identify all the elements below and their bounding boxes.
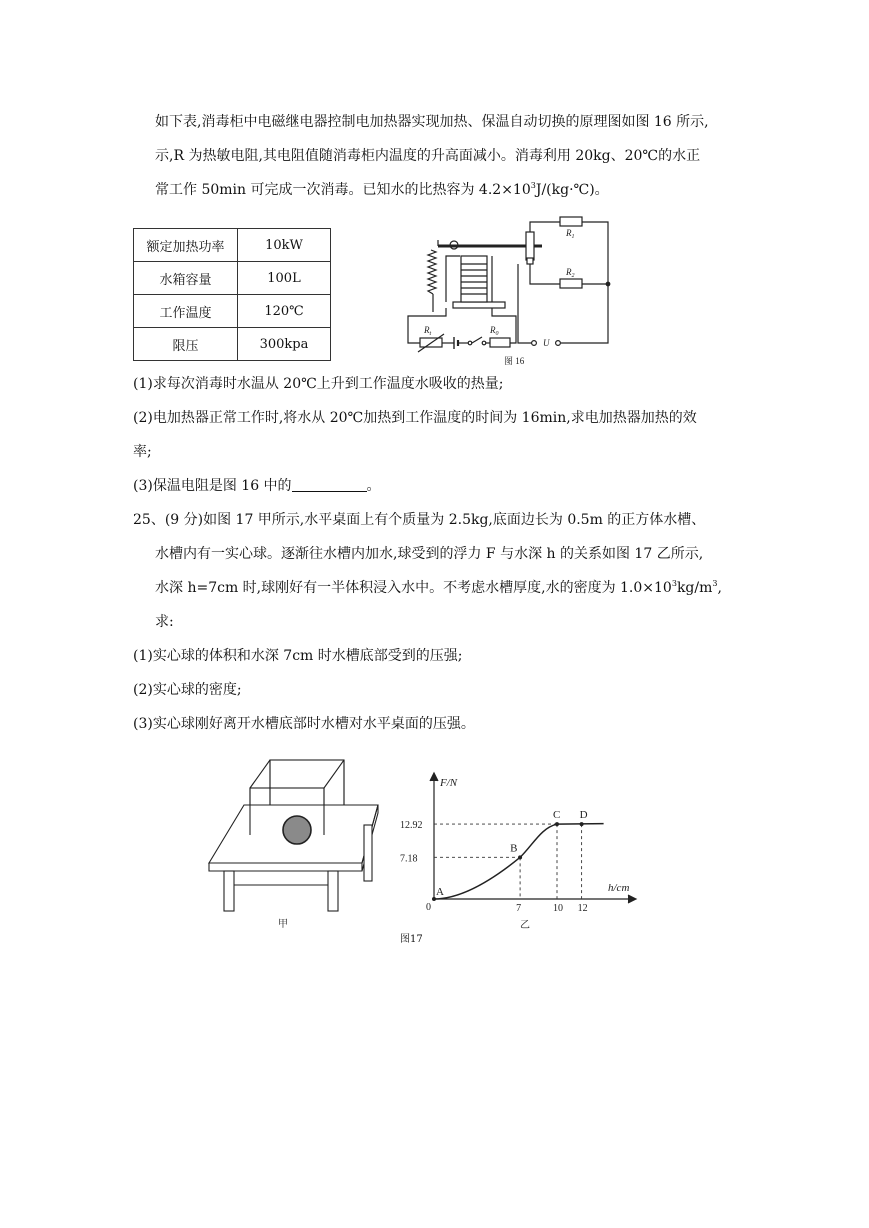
table-row	[134, 328, 331, 361]
data-point-B	[518, 855, 522, 859]
data-point-D	[580, 822, 584, 826]
q25-part-3: (3)实心球刚好离开水槽底部时水槽对水平桌面的压强。	[133, 716, 475, 732]
spec-value: 120℃	[238, 295, 331, 328]
force-depth-curve	[434, 824, 604, 899]
spec-table	[133, 228, 331, 361]
point-label-D: D	[579, 809, 588, 822]
q25-line-1: 25、(9 分)如图 17 甲所示,水平桌面上有个质量为 2.5kg,底面边长为 0.5m 的正方体水槽、	[133, 512, 706, 528]
intro-line-1: 如下表,消毒柜中电磁继电器控制电加热器实现加热、保温自动切换的原理图如图 16 所示,	[155, 114, 709, 130]
spec-label: 工作温度	[134, 295, 238, 328]
y-tick-label: 12.92	[400, 820, 423, 832]
r0-label: $R_0$	[490, 325, 499, 337]
spec-label: 水箱容量	[134, 262, 238, 295]
q25-part-1: (1)实心球的体积和水深 7cm 时水槽底部受到的压强;	[133, 648, 463, 664]
spec-value: 300kpa	[238, 328, 331, 361]
figure-17-jia-tank	[204, 755, 384, 935]
intro-line-2: 示,R 为热敏电阻,其电阻值随消毒柜内温度的升高面减小。消毒利用 20kg、20℃的水正	[155, 148, 701, 164]
figure-16-caption: 图 16	[504, 356, 525, 366]
yi-label: 乙	[520, 920, 530, 931]
origin-label: 0	[426, 902, 431, 913]
figure-17-yi-chart	[398, 765, 650, 933]
intro-line-3: 常工作 50min 可完成一次消毒。已知水的比热容为 $4.2\times 10^3J/(kg\cdot℃)$。	[155, 181, 609, 198]
r1-resistor	[560, 217, 582, 226]
y-axis-arrow	[430, 773, 438, 781]
spec-label: 限压	[134, 328, 238, 361]
q25-line-3: 水深 h=7cm 时,球刚好有一半体积浸入水中。不考虑水槽厚度,水的密度为 $1.0\times 10^3kg/m^3$,	[155, 579, 722, 596]
data-point-C	[555, 822, 559, 826]
y-axis-label: F/N	[440, 777, 458, 789]
q24-part-3: (3)保温电阻是图 16 中的 。	[133, 478, 381, 494]
r2-label: $R_2$	[566, 267, 575, 279]
spec-value: 10kW	[238, 229, 331, 262]
q25-line-2: 水槽内有一实心球。逐渐往水槽内加水,球受到的浮力 F 与水深 h 的关系如图 17 乙所示,	[155, 546, 704, 562]
q24-part-2: (2)电加热器正常工作时,将水从 20℃加热到工作温度的时间为 16min,求电加热器加热的效	[133, 410, 697, 426]
q25-part-2: (2)实心球的密度;	[133, 682, 242, 698]
r2-resistor	[560, 279, 582, 288]
u-label: U	[543, 338, 550, 348]
point-label-C: C	[553, 809, 561, 822]
figure-16-circuit	[398, 212, 618, 370]
x-tick-label: 12	[577, 903, 588, 914]
x-tick-label: 10	[553, 903, 563, 914]
q25-line-4: 求:	[155, 614, 174, 630]
figure-17-caption: 图17	[400, 934, 423, 945]
spec-label: 额定加热功率	[134, 229, 238, 262]
table-row	[134, 295, 331, 328]
x-axis-arrow	[628, 895, 636, 903]
r1-label: $R_1$	[566, 228, 575, 240]
q24-part-2-cont: 率;	[133, 444, 152, 460]
point-label-A: A	[436, 886, 444, 898]
spec-value: 100L	[238, 262, 331, 295]
q24-part-1: (1)求每次消毒时水温从 20℃上升到工作温度水吸收的热量;	[133, 376, 504, 392]
answer-blank	[292, 477, 367, 492]
x-axis-label: h/cm	[608, 882, 630, 894]
y-tick-label: 7.18	[400, 853, 418, 865]
point-label-B: B	[510, 842, 518, 855]
table-row	[134, 262, 331, 295]
rt-label: $R_t$	[424, 325, 432, 337]
jia-label: 甲	[278, 919, 288, 930]
x-tick-label: 7	[516, 903, 522, 914]
table-row	[134, 229, 331, 262]
r0-resistor	[490, 338, 510, 347]
